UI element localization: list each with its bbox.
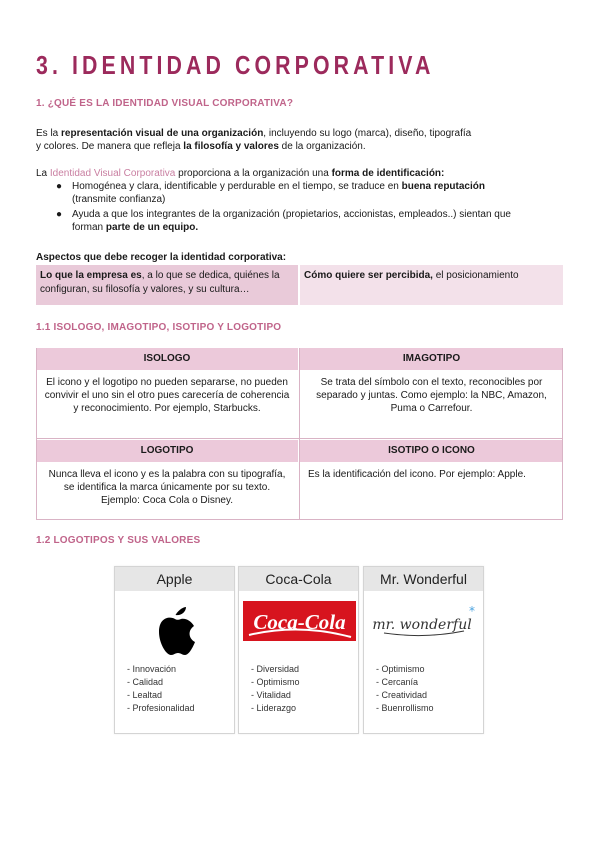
brand-card-apple [114,566,235,734]
coca-cola-logo [239,595,360,665]
section-heading-1-2: 1.2 LOGOTIPOS Y SUS VALORES [36,535,201,546]
isologo-header: ISOLOGO [36,348,298,370]
brand-name: Coca-Cola [239,567,358,591]
list-item: - Innovación [127,664,177,674]
table-border [36,519,563,520]
table-border [562,348,563,520]
list-item: ● Ayuda a que los integrantes de la organización (propietarios, accionistas, empleados..) sientan que forman parte de un equipo. [56,209,511,233]
table-border [36,438,563,439]
list-item: - Optimismo [376,664,425,674]
list-item: - Vitalidad [251,690,291,700]
logotipo-header: LOGOTIPO [36,440,298,462]
list-item: - Creatividad [376,690,428,700]
isotipo-header: ISOTIPO O ICONO [300,440,563,462]
list-item: - Profesionalidad [127,703,195,713]
brand-values-list [376,663,434,715]
list-item: - Cercanía [376,677,419,687]
brand-name: Mr. Wonderful [364,567,483,591]
coca-cola-wordmark: Coca-Cola [253,610,346,634]
table-border [36,348,37,520]
star-icon: * [469,604,475,618]
list-item: - Buenrollismo [376,703,434,713]
logo-types-table [36,348,563,520]
table-border [299,348,300,520]
isotipo-description: Es la identificación del icono. Por ejemplo: Apple. [300,462,563,520]
aspects-heading: Aspectos que debe recoger la identidad corporativa: [36,252,287,263]
aspects-table [36,265,563,305]
brand-values-list [127,663,195,715]
intro-paragraph: Es la representación visual de una organización, incluyendo su logo (marca), diseño, tipografía y colores. De manera que refleja la filosofía y valores de la organización. [36,128,472,152]
section-heading-1-1: 1.1 ISOLOGO, IMAGOTIPO, ISOTIPO Y LOGOTIPO [36,322,282,333]
list-item: - Diversidad [251,664,300,674]
imagotipo-header: IMAGOTIPO [300,348,563,370]
aspect-cell-perception: Cómo quiere ser percibida, el posicionamiento [300,265,563,305]
identification-paragraph: La Identidad Visual Corporativa proporciona a la organización una forma de identificación: [36,168,445,179]
section-heading-1: 1. ¿QUÉ ES LA IDENTIDAD VISUAL CORPORATIVA? [36,98,294,109]
isologo-description: El icono y el logotipo no pueden separarse, no pueden convivir el uno sin el otro pues carecería de coherencia y reconocimiento. Por ejemplo, Starbucks. [36,370,298,438]
apple-icon [115,595,236,665]
page-title: 3. IDENTIDAD CORPORATIVA [36,50,435,80]
bullet-icon: ● [56,181,63,192]
identification-list [36,180,566,234]
list-item: - Calidad [127,677,164,687]
brand-name: Apple [115,567,234,591]
list-item: - Lealtad [127,690,163,700]
list-item: - Optimismo [251,677,300,687]
brand-values-figure [114,566,484,734]
imagotipo-description: Se trata del símbolo con el texto, reconocibles por separado y juntas. Como ejemplo: la NBC, Amazon, Puma o Carrefour. [300,370,563,438]
list-item: ● Homogénea y clara, identificable y perdurable en el tiempo, se traduce en buena reputación (transmite confianza) [56,181,485,205]
brand-values-list [251,663,300,715]
list-item: - Liderazgo [251,703,297,713]
logotipo-description: Nunca lleva el icono y es la palabra con su tipografía, se identifica la marca únicamente por su texto. Ejemplo: Coca Cola o Disney. [36,462,298,520]
aspect-cell-what: Lo que la empresa es, a lo que se dedica, quiénes la configuran, su filosofía y valores, y su cultura… [36,265,298,305]
mr-wonderful-wordmark: mr. wonderful [372,617,472,633]
brand-card-mr-wonderful [363,566,484,734]
bullet-icon: ● [56,209,63,220]
brand-card-coca-cola [238,566,359,734]
mr-wonderful-logo [364,595,485,665]
